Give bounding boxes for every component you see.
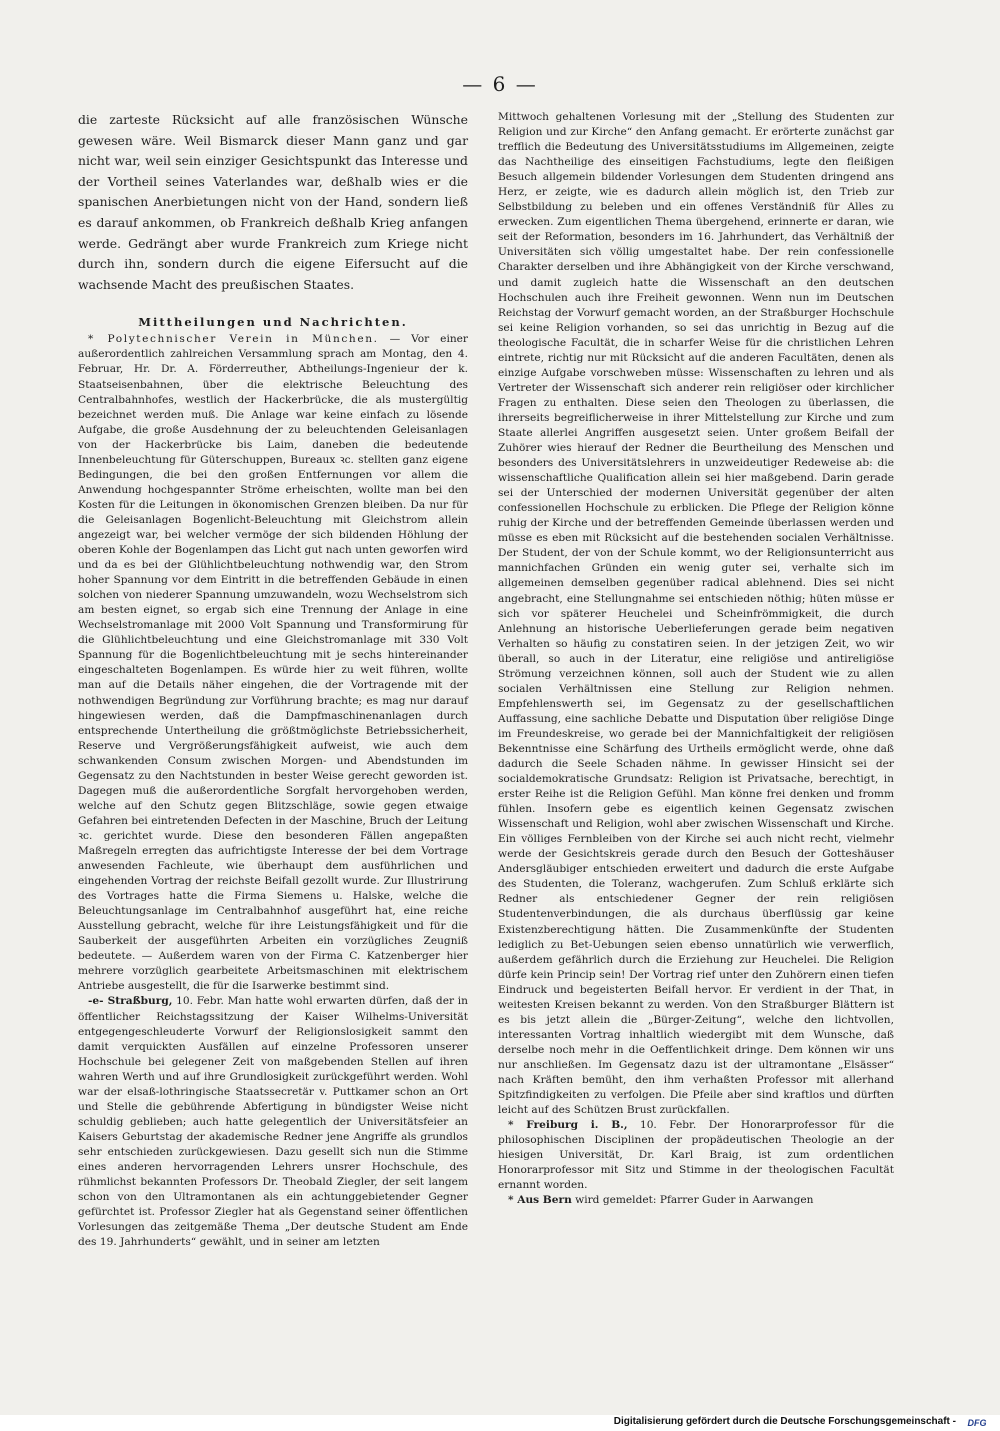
article-freiburg-title: * Freiburg i. B., [508,1119,628,1132]
left-column [78,110,468,1250]
article-strassburg-continuation: Mittwoch gehaltenen Vorlesung mit der „Stellung des Studenten zur Religion und zur Kirche“ den Anfang gemacht. Er erörterte zunächst gar trefflich die Bedeutung des Universitätsstudiums im Allgemeinen, zeigte das Nachtheilige des einseitigen Fachstudiums, legte den fleißigen Besuch allgemein bildender Vorlesungen dem Studenten dringend ans Herz, er zeigte, wie es dadurch allein möglich ist, den Trieb zur Selbstbildung zu beleben und ein offenes Verständniß für Alles zu erwecken. Zum eigentlichen Thema übergehend, erinnerte er daran, wie seit der Reformation, besonders im 16. Jahrhundert, das Verhältniß der Universitäten sich völlig umgestaltet habe. Der rein confessionelle Charakter derselben und ihre Abhängigkeit von der Kirche verschwand, und damit zugleich hatte die Wissenschaft an den deutschen Hochschulen auch ihre Freiheit gewonnen. Wenn nun im Deutschen Reichstag der Vorwurf gemacht worden, an der Straßburger Hochschule sei keine Religion vorhanden, so sei das unrichtig in Bezug auf die theologische Facultät, die in scharfer Weise für die christlichen Lehren eintrete, richtig nur mit Rücksicht auf die anderen Facultäten, denen als einzige Aufgabe vorschweben müsse: Wissenschaften zu lehren und als Vertreter der Wissenschaft sich anderer rein religiöser oder kirchlicher Fragen zu enthalten. Diese seien den Theologen zu überlassen, die ihrerseits begreiflicherweise in ihrer Mittelstellung zur Kirche und zum Staate allerlei Angriffen ausgesetzt seien. Unter großem Beifall der Zuhörer wies hierauf der Redner die Beurtheilung des Menschen und besonders des Universitätslehrers in unzweideutiger Redeweise ab: die wissenschaftliche Qualification allein sei hier maßgebend. Darin gerade sei der Unterschied der modernen Universität gegenüber der alten confessionellen Hochschule zu erblicken. Die Pflege der Religion könne ruhig der Kirche und der betreffenden Gemeinde überlassen werden und müsse es eben mit Rücksicht auf die bestehenden socialen Verhältnisse. Der Student, der von der Schule kommt, wo der Religionsunterricht aus mannichfachen Gründen ein wenig guter sei, verhalte sich im allgemeinen demselben gegenüber radical ablehnend. Dies sei nicht angebracht, eine Stellungnahme sei entschieden nöthig; hüten müsse er sich vor späterer Heuchelei und Scheinfrömmigkeit, die durch Anlehnung an historische Ueberlieferungen gerade beim negativen Verhalten so häufig zu constatiren seien. In der jetzigen Zeit, wo wir überall, so auch in der Literatur, eine religiöse und antireligiöse Strömung verzeichnen können, soll auch der Student wie zu allen socialen Verhältnissen eine Stellung zur Religion nehmen. Empfehlenswerth sei, im Gegensatz zu der gesellschaftlichen Auffassung, eine sachliche Debatte und Disputation über religiöse Dinge im Freundeskreise, wo gerade bei der Mannichfaltigkeit der religiösen Bekenntnisse eine Schärfung des Urtheils ermöglicht werde, ohne daß dadurch die Seele Schaden nähme. In gewisser Hinsicht sei der socialdemokratische Grundsatz: Religion ist Privatsache, berechtigt, in erster Reihe ist die Religion Gefühl. Man könne frei denken und fromm fühlen. Insofern gebe es eigentlich keinen Gegensatz zwischen Wissenschaft und Religion, wohl aber zwischen Wissenschaft und Kirche. Ein völliges Fernbleiben von der Kirche sei auch nicht recht, vielmehr werde der Gesichtskreis gerade durch den Besuch der Gotteshäuser Andersgläubiger entschieden erweitert und dadurch die erste Aufgabe des Studenten, die Toleranz, wachgerufen. Zum Schluß erklärte sich Redner als entschiedener Gegner der rein religiösen Studentenverbindungen, die als durchaus überflüssig gar keine Existenzberechtigung hätten. Die Zusammenkünfte der Studenten lediglich zu Bet-Uebungen seien ebenso unnatürlich wie verwerflich, außerdem gefährlich durch die Erziehung zur Heuchelei. Die Religion dürfe kein Princip sein! Der Vortrag rief unter den Zuhörern einen tiefen Eindruck und begeisterten Beifall hervor. Er verdient in der That, in weitesten Kreisen bekannt zu werden. Von den Straßburger Blättern ist es bis jetzt allein die „Bürger-Zeitung“, welche den lichtvollen, interessanten Vortrag inhaltlich wiedergibt mit dem Wunsche, daß derselbe noch mehr in die Oeffentlichkeit dringe. Dem können wir uns nur anschließen. Im Gegensatz dazu ist der ultramontane „Elsässer“ nach Kräften bemüht, den ihm verhaßten Professor mit allerhand Spitzfindigkeiten zu verfolgen. Die Pfeile aber sind kraftlos und dürften leicht auf des Schützen Brust zurückfallen. [498,111,894,1117]
right-column [498,110,894,1208]
article-bern-title: * Aus Bern [508,1194,572,1207]
article-freiburg [498,1118,894,1193]
dfg-logo-icon: DFG [967,1418,987,1428]
article-polytechnic-title: * Polytechnischer Verein in München. [88,333,379,346]
section-heading: Mittheilungen und Nachrichten. [138,315,408,330]
article-strassburg-text: 10. Febr. Man hatte wohl erwarten dürfen, daß der in öffentlicher Reichstagssitzung der Kaiser Wilhelms-Universität entgegengeschleuderte Vorwurf der Religionslosigkeit sammt den damit verquickten Ausfällen auf einzelne Professoren unserer Hochschule bei gelegener Zeit von maßgebenden Stellen auf ihren wahren Werth und auf ihre Grundlosigkeit zurückgeführt werden. Wohl war der elsaß-lothringische Staatssecretär v. Puttkamer schon an Ort und Stelle die gebührende Abfertigung in bündigster Weise nicht schuldig geblieben; auch hatte gelegentlich der Universitätsfeier an Kaisers Geburtstag der akademische Redner jene Angriffe als grundlos sehr entschieden zurückgewiesen. Dazu gesellt sich nun die Stimme eines anderen hervorragenden Lehrers unsrer Hochschule, des rühmlichst bekannten Professors Dr. Theobald Ziegler, der seit langem schon von den Ultramontanen als ein achtunggebietender Gegner gefürchtet ist. Professor Ziegler hat als Gegenstand seiner öffentlichen Vorlesungen das zeitgemäße Thema „Der deutsche Student am Ende des 19. Jahrhunderts“ gewählt, und in seiner am letzten [78,995,468,1249]
article-polytechnic-text: — Vor einer außerordentlich zahlreichen Versammlung sprach am Montag, den 4. Februar, Hr. Dr. A. Förderreuther, Abtheilungs-Ingenieur der k. Staatseisenbahnen, über die elektrische Beleuchtung des Centralbahnhofes, westlich der Hackerbrücke, die als mustergültig bezeichnet werden muß. Die Anlage war keine einfach zu lösende Aufgabe, die große Ausdehnung der zu beleuchtenden Geleisanlagen von der Hackerbrücke bis Laim, daneben die bedeutende Innenbeleuchtung für Güterschuppen, Bureaux ꝛc. stellten ganz eigene Bedingungen, die bei den großen Entfernungen vor allem die Anwendung hochgespannter Ströme erheischten, wollte man bei den Kosten für die Leitungen in ökonomischen Grenzen bleiben. Da nur für die Geleisanlagen Bogenlicht-Beleuchtung mit Gleichstrom allein angezeigt war, bei welcher vermöge der sich bildenden Höhlung der oberen Kohle der Bogenlampen das Licht gut nach unten geworfen wird und da es bei der Glühlichtbeleuchtung nothwendig war, den Strom hoher Spannung vor dem Eintritt in die betreffenden Gebäude in einen solchen von niederer Spannung umzuwandeln, wozu Wechselstrom sich am besten eignet, so ergab sich eine Trennung der Anlage in eine Wechselstromanlage mit 2000 Volt Spannung und Transformirung für die Glühlichtbeleuchtung und eine Gleichstromanlage mit 330 Volt Spannung für die Bogenlichtbeleuchtung mit je sechs hintereinander eingeschalteten Bogenlampen. Es würde hier zu weit führen, wollte man auf die Details näher eingehen, die der Vortragende mit der nothwendigen Begründung zur Vorführung brachte; es mag nur darauf hingewiesen werden, daß die Dampfmaschinenanlagen durch entsprechende Untertheilung die größtmöglichste Betriebssicherheit, Reserve und Vergrößerungsfähigkeit aufweist, wie auch dem schwankenden Consum zwischen Morgen- und Abendstunden im Gegensatz zu den Nachtstunden in bester Weise gerecht geworden ist. Dagegen muß die außerordentliche Sorgfalt hervorgehoben werden, welche auf den Schutz gegen Blitzschläge, sowie gegen etwaige Gefahren bei eintretenden Defecten in der Maschine, Bruch der Leitung ꝛc. gerichtet wurde. Diese den besonderen Fällen angepaßten Maßregeln erregten das aufrichtigste Interesse der bei dem Vortrage anwesenden Fachleute, wie überhaupt dem ausführlichen und eingehenden Vortrag der reichste Beifall gezollt wurde. Zur Illustrirung des Vortrages hatte die Firma Siemens u. Halske, welche die Beleuchtungsanlage im Centralbahnhof ausgeführt hat, eine reiche Ausstellung gebracht, welche für ihre Leistungsfähigkeit und für die Sauberkeit der ausgeführten Arbeiten ein vorzügliches Zeugniß bedeutete. — Außerdem waren von der Firma C. Katzenberger hier mehrere vorzüglich gearbeitete Arbeitsmaschinen mit elektrischem Antriebe ausgestellt, die für die Isarwerke bestimmt sind. [78,333,468,993]
opening-paragraph: die zarteste Rücksicht auf alle französischen Wünsche gewesen wäre. Weil Bismarck dieser Mann ganz und gar nicht war, weil sein einziger Gesichtspunkt das Interesse und der Vortheil seines Vaterlandes war, deßhalb wies er die spanischen Anerbietungen nicht von der Hand, sondern ließ es darauf ankommen, ob Frankreich deßhalb Krieg anfangen werde. Gedrängt aber wurde Frankreich zum Kriege nicht durch ihn, sondern durch die eigene Eifersucht auf die wachsende Macht des preußischen Staates. [78,112,468,292]
article-strassburg [78,994,468,1250]
article-freiburg-text: 10. Febr. Der Honorarprofessor für die philosophischen Disciplinen der propädeutischen Theologie an der hiesigen Universität, Dr. Karl Braig, ist zum ordentlichen Honorarprofessor mit Sitz und Stimme in der theologischen Facultät ernannt worden. [498,1119,894,1192]
article-bern-text: wird gemeldet: Pfarrer Guder in Aarwangen [571,1194,814,1207]
article-strassburg-title: -e- Straßburg, [88,995,173,1008]
footer-credit: Digitalisierung gefördert durch die Deutsche Forschungsgemeinschaft - [613,1416,956,1427]
page-number: — 6 — [462,72,538,96]
article-polytechnic [78,332,468,994]
footer-bar [0,1415,1000,1431]
article-bern [498,1193,894,1208]
